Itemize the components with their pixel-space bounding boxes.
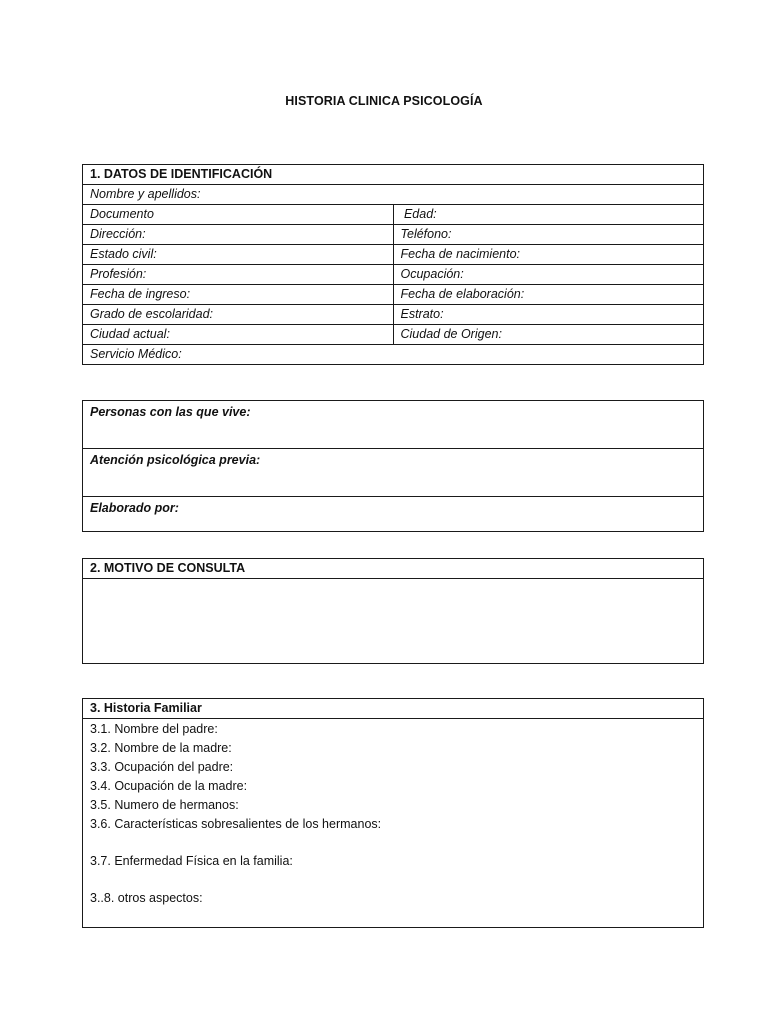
admission-date-field[interactable]: Fecha de ingreso:	[83, 285, 394, 305]
spacer	[90, 871, 696, 889]
consultation-reason-header: 2. MOTIVO DE CONSULTA	[83, 559, 704, 579]
address-field[interactable]: Dirección:	[83, 225, 394, 245]
other-aspects-item: 3..8. otros aspectos:	[90, 891, 203, 905]
extra-data-table	[82, 400, 704, 532]
siblings-traits-item: 3.6. Características sobresalientes de los hermanos:	[90, 817, 382, 831]
siblings-count-item: 3.5. Numero de hermanos:	[90, 798, 239, 812]
origin-city-field[interactable]: Ciudad de Origen:	[393, 325, 704, 345]
father-occupation-item: 3.3. Ocupación del padre:	[90, 760, 234, 774]
elaboration-date-field[interactable]: Fecha de elaboración:	[393, 285, 704, 305]
consultation-reason-table	[82, 558, 704, 664]
family-history-header: 3. Historia Familiar	[83, 699, 704, 719]
mother-name-item: 3.2. Nombre de la madre:	[90, 741, 232, 755]
father-name-item: 3.1. Nombre del padre:	[90, 722, 218, 736]
medical-service-field[interactable]: Servicio Médico:	[83, 345, 704, 365]
current-city-field[interactable]: Ciudad actual:	[83, 325, 394, 345]
stratum-field[interactable]: Estrato:	[393, 305, 704, 325]
identification-header: 1. DATOS DE IDENTIFICACIÓN	[83, 165, 704, 185]
document-title: HISTORIA CLINICA PSICOLOGÍA	[285, 94, 483, 108]
identification-table	[82, 164, 704, 365]
mother-occupation-item: 3.4. Ocupación de la madre:	[90, 779, 248, 793]
spacer	[90, 834, 696, 852]
civil-status-field[interactable]: Estado civil:	[83, 245, 394, 265]
family-history-body[interactable]	[83, 719, 704, 928]
phone-field[interactable]: Teléfono:	[393, 225, 704, 245]
schooling-field[interactable]: Grado de escolaridad:	[83, 305, 394, 325]
name-field[interactable]: Nombre y apellidos:	[83, 185, 704, 205]
family-illness-item: 3.7. Enfermedad Física en la familia:	[90, 854, 293, 868]
family-history-table	[82, 698, 704, 928]
prepared-by-field[interactable]: Elaborado por:	[83, 497, 704, 532]
age-field[interactable]: Edad:	[393, 205, 704, 225]
cohabitants-field[interactable]: Personas con las que vive:	[83, 401, 704, 449]
document-field[interactable]: Documento	[83, 205, 394, 225]
occupation-field[interactable]: Ocupación:	[393, 265, 704, 285]
birth-date-field[interactable]: Fecha de nacimiento:	[393, 245, 704, 265]
consultation-reason-area[interactable]	[83, 579, 704, 664]
previous-attention-field[interactable]: Atención psicológica previa:	[83, 449, 704, 497]
profession-field[interactable]: Profesión:	[83, 265, 394, 285]
